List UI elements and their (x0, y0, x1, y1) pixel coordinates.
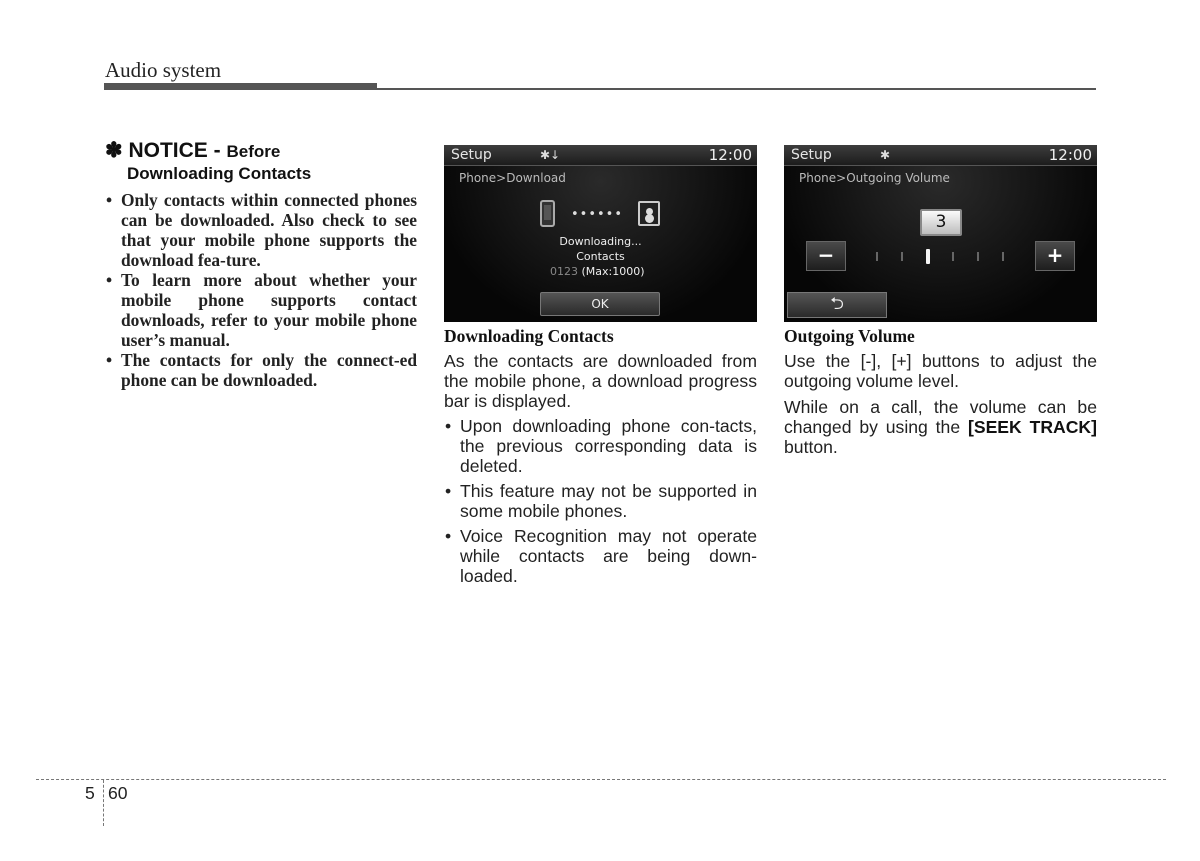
notice-list-item: • The contacts for only the connect-ed phone can be downloaded. (105, 350, 417, 390)
contact-book-icon (638, 201, 660, 226)
download-note: • Upon downloading phone con-tacts, the previous corresponding data is deleted. (444, 416, 757, 476)
volume-tick (952, 252, 954, 261)
volume-para-2-text: While on a call, the volume can be changed by using the (784, 397, 1097, 437)
volume-up-button[interactable]: + (1035, 241, 1075, 271)
volume-tick (926, 249, 930, 264)
notice-list (105, 190, 417, 390)
volume-level-display: 3 (920, 209, 962, 236)
footer-rule (36, 779, 1166, 780)
download-status-text: Downloading... (559, 235, 642, 248)
notice-list-item: • Only contacts within connected phones can be downloaded. Also check to see that your mobile phone supports the download fea-ture. (105, 190, 417, 270)
volume-para-2-end: button. (784, 437, 838, 457)
download-description (444, 326, 757, 591)
volume-tick (1002, 252, 1004, 261)
notice-title-line2: Downloading Contacts (127, 164, 312, 183)
screen-title: Setup (791, 147, 832, 163)
page-number: 60 (108, 783, 128, 803)
seek-track-label: [SEEK TRACK] (967, 417, 1098, 437)
download-note: • Voice Recognition may not operate while contacts are being down-loaded. (444, 526, 757, 586)
download-caption: Downloading Contacts (444, 326, 614, 346)
notice-label: NOTICE - (128, 139, 221, 162)
download-max-value: (Max:1000) (581, 265, 645, 278)
volume-screen (784, 145, 1097, 322)
page-header-title: Audio system (105, 58, 222, 82)
volume-tick (876, 252, 878, 261)
download-type-text: Contacts (576, 250, 625, 263)
volume-para-1: Use the [-], [+] buttons to adjust the outgoing volume level. (784, 351, 1097, 391)
notice-symbol-icon: ✽ (105, 139, 123, 162)
bluetooth-download-icon: ✱↓ (540, 148, 561, 162)
ok-button[interactable]: OK (540, 292, 660, 316)
volume-caption: Outgoing Volume (784, 326, 915, 346)
screen-topbar (444, 145, 757, 166)
screen-breadcrumb: Phone>Download (459, 171, 566, 185)
volume-para-2 (784, 397, 1097, 457)
bluetooth-icon: ✱ (880, 148, 891, 162)
download-intro: As the contacts are downloaded from the mobile phone, a download progress bar is displayed. (444, 351, 757, 411)
mobile-phone-icon (540, 200, 555, 227)
back-button[interactable]: ⮌ (787, 292, 887, 318)
download-note: • This feature may not be supported in some mobile phones. (444, 481, 757, 521)
footer-divider (103, 780, 104, 826)
volume-tick (977, 252, 979, 261)
progress-dots: •••••• (571, 207, 624, 222)
notice-section (105, 140, 417, 390)
volume-description (784, 326, 1097, 457)
volume-down-button[interactable]: − (806, 241, 846, 271)
download-count-value: 0123 (550, 265, 578, 278)
screen-clock: 12:00 (708, 146, 752, 164)
download-screen (444, 145, 757, 322)
chapter-number: 5 (85, 783, 95, 803)
header-rule-thick (104, 83, 377, 90)
screen-topbar (784, 145, 1097, 166)
notice-list-item: • To learn more about whether your mobile phone supports contact downloads, refer to your mobile phone user’s manual. (105, 270, 417, 350)
download-count (550, 265, 645, 278)
screen-breadcrumb: Phone>Outgoing Volume (799, 171, 950, 185)
notice-title-line1: Before (226, 142, 281, 161)
screen-clock: 12:00 (1048, 146, 1092, 164)
screen-title: Setup (451, 147, 492, 163)
notice-heading (105, 140, 417, 163)
header-rule-thin (377, 88, 1096, 90)
volume-tick (901, 252, 903, 261)
download-notes-list (444, 416, 757, 586)
